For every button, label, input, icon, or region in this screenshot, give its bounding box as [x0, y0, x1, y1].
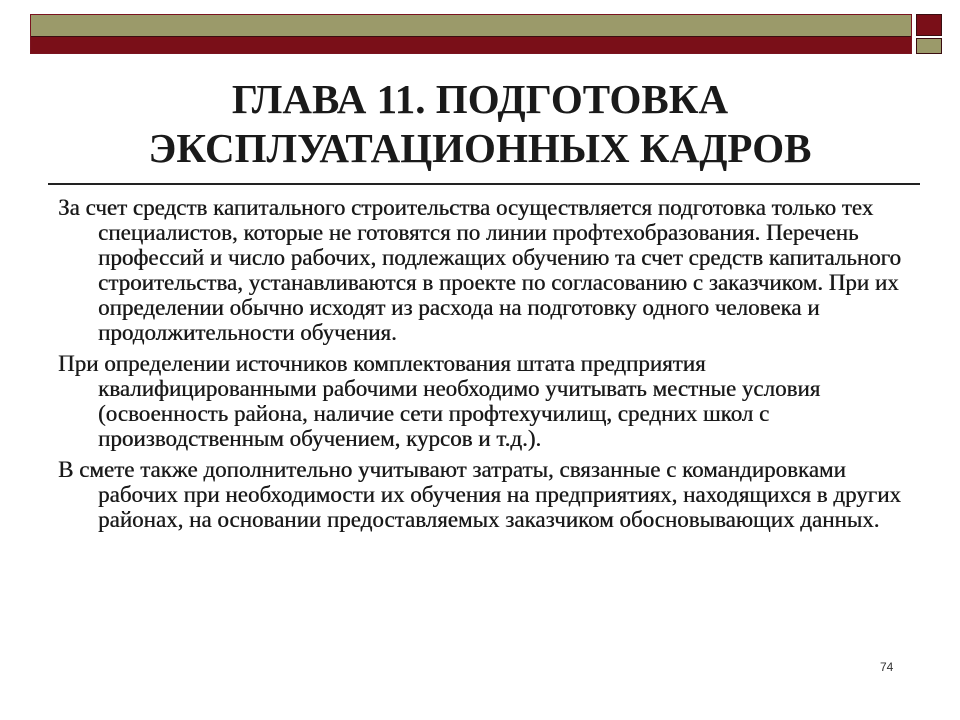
page-number: 74 — [880, 660, 894, 674]
body-paragraph-2: При определении источников комплектования штата предприятия квалифицированными рабочими необходимо учитывать местные условия (освоенность района, наличие сети профтехучилищ, средних школ с производственным обучением, курсов и т.д.). — [58, 351, 821, 451]
title-divider — [48, 183, 920, 185]
slide-title-line-2: ЭКСПЛУАТАЦИОННЫХ КАДРОВ — [148, 125, 812, 171]
body-paragraph-1: За счет средств капитального строительства осуществляется подготовка только тех специалистов, которые не готовятся по линии профтехобразования. Перечень профессий и число рабочих, подлежащих обучению та счет средств капитального строительства, устанавливаются в проекте по согласованию с заказчиком. При их определении обычно исходят из расхода на подготовку одного человека и продолжительности обучения. — [58, 195, 901, 345]
body-paragraph-3: В смете также дополнительно учитывают затраты, связанные с командировками рабочих при необходимости их обучения на предприятиях, находящихся в других районах, на основании предоставляемых заказчиком обосновывающих данных. — [58, 457, 901, 532]
header-decor-olive-stripe — [31, 15, 911, 37]
slide-title-line-1: ГЛАВА 11. ПОДГОТОВКА — [231, 76, 729, 122]
corner-maroon-square — [916, 14, 942, 36]
header-decor-maroon-stripe — [31, 37, 911, 53]
header-decor-bar — [30, 14, 912, 54]
corner-olive-square — [916, 38, 942, 54]
header-corner-decor — [916, 14, 942, 54]
slide-title — [40, 75, 920, 173]
slide-body — [58, 195, 918, 538]
